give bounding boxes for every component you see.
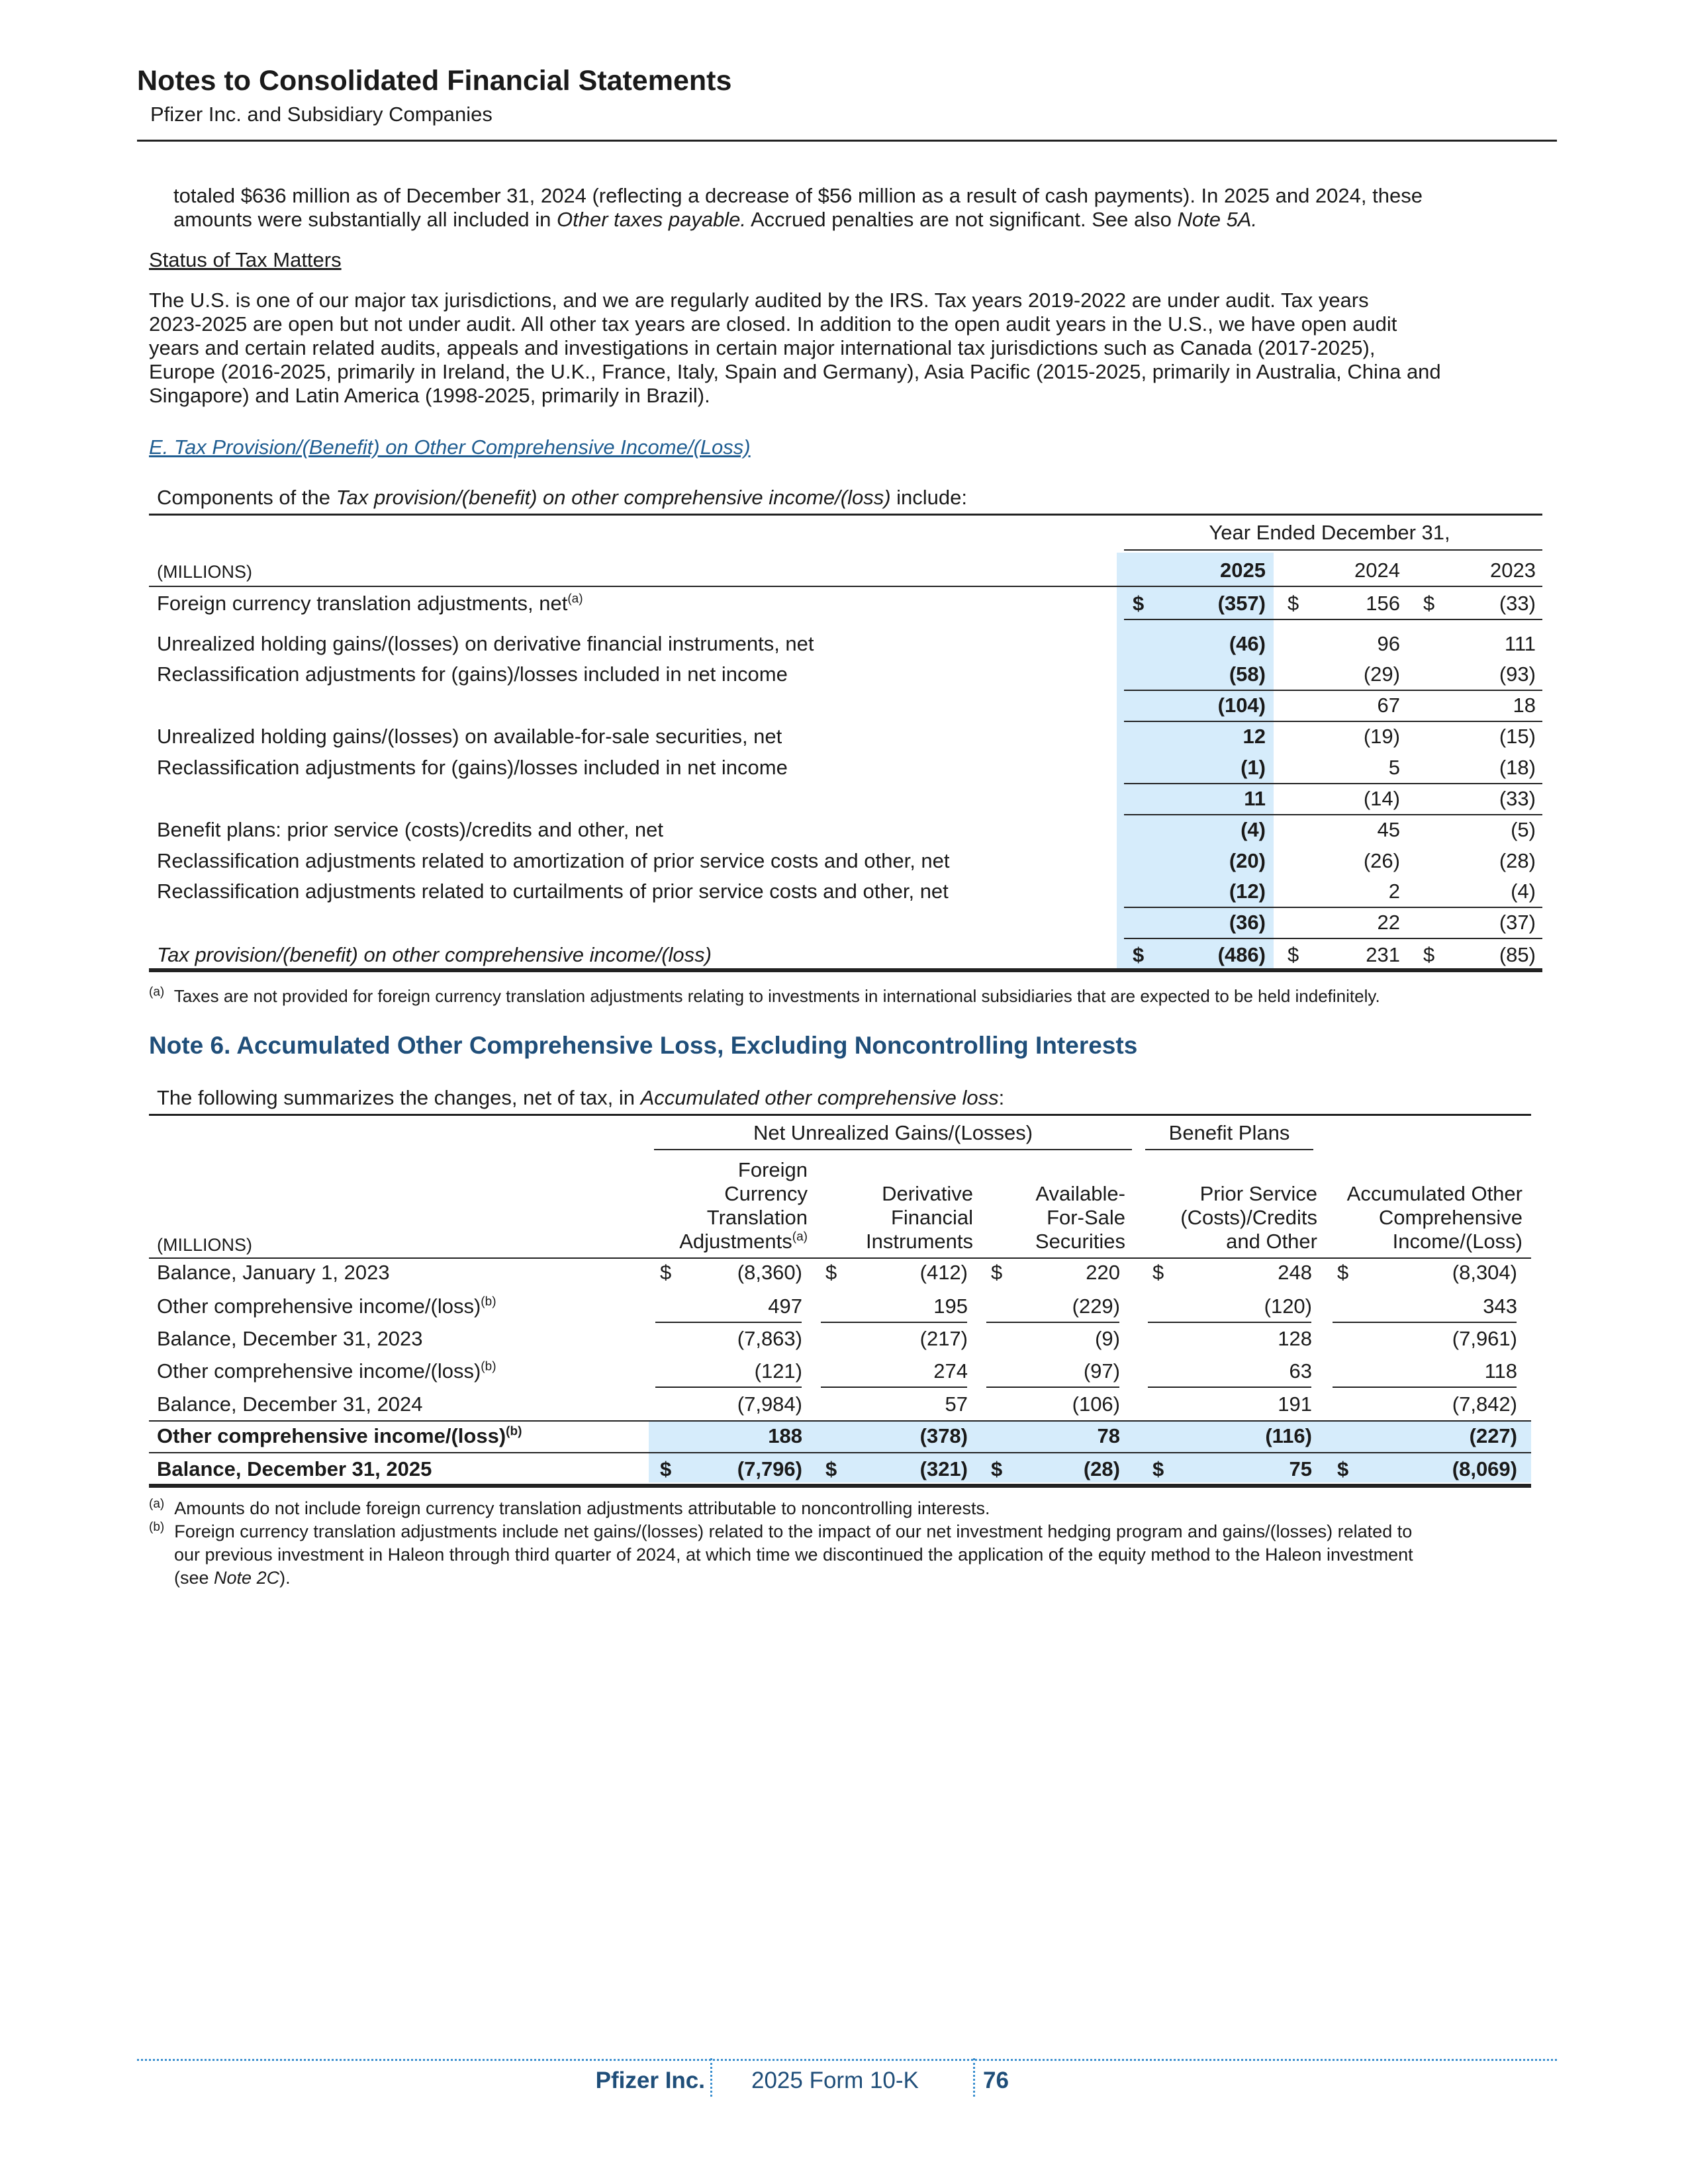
value-2023: (4) — [1511, 880, 1536, 903]
dollar-sign: $ — [1423, 943, 1435, 966]
table-cell-value: 75 — [1289, 1457, 1312, 1480]
footnote-text: ). — [279, 1568, 291, 1588]
col-header-line: Currency — [724, 1182, 808, 1205]
table-cell-value: 195 — [933, 1295, 968, 1318]
group-header-benefit: Benefit Plans — [1168, 1121, 1290, 1144]
footnote-text: Amounts do not include foreign currency translation adjustments attributable to noncontrolling interests. — [174, 1498, 990, 1518]
row-label: Reclassification adjustments for (gains)/losses included in net income — [157, 756, 788, 779]
table-cell-value: (8,304) — [1452, 1261, 1517, 1284]
period-header: Year Ended December 31, — [1209, 521, 1450, 544]
table-cell-value: 497 — [768, 1295, 802, 1318]
row-label-text: Other comprehensive income/(loss) — [157, 1424, 506, 1447]
table-cell-value: (7,796) — [737, 1457, 802, 1480]
table-cell-value: (7,984) — [737, 1392, 802, 1416]
subtotal-rule — [986, 1387, 1119, 1388]
col-header-line: Derivative — [882, 1182, 973, 1205]
dollar-sign: $ — [1152, 1261, 1164, 1284]
footnote-b-mark: (b) — [481, 1295, 496, 1309]
table-cell-value: (7,863) — [737, 1327, 802, 1350]
table-cell-value: (321) — [919, 1457, 968, 1480]
table-cell-value: (227) — [1469, 1424, 1517, 1447]
footnote-text: Taxes are not provided for foreign currency translation adjustments relating to investments in international subsidiaries that are expected to be held indefinitely. — [173, 986, 1380, 1006]
value-2025: (4) — [1241, 818, 1266, 841]
subtotal-2024: 67 — [1377, 694, 1400, 717]
row-label-text: Other comprehensive income/(loss) — [157, 1359, 481, 1383]
intro-italic-ref: Other taxes payable. — [556, 208, 747, 231]
table-cell-value: (378) — [919, 1424, 968, 1447]
table-cell-value: (28) — [1083, 1457, 1120, 1480]
table-cell-value: (412) — [919, 1261, 968, 1284]
dollar-sign: $ — [1133, 943, 1145, 966]
subtotal-2023: (37) — [1499, 911, 1536, 934]
dollar-sign: $ — [1133, 592, 1145, 615]
footnote-a — [149, 1497, 1413, 1520]
value-2023: (15) — [1499, 725, 1536, 748]
subtotal-rule — [986, 1322, 1119, 1323]
row-label — [157, 1424, 522, 1448]
table2-bottom-double-rule — [149, 1484, 1531, 1488]
table-cell-value: 78 — [1097, 1424, 1120, 1447]
footnote-a-mark: (a) — [567, 592, 583, 606]
section-e-link[interactable]: E. Tax Provision/(Benefit) on Other Comprehensive Income/(Loss) — [149, 435, 751, 459]
caption-italic: Tax provision/(benefit) on other comprehensive income/(loss) — [336, 486, 891, 509]
col-header-line: For-Sale — [1047, 1206, 1125, 1229]
row-label: Unrealized holding gains/(losses) on derivative financial instruments, net — [157, 632, 814, 655]
col-header-line: (Costs)/Credits — [1180, 1206, 1317, 1229]
value-2025: 12 — [1243, 725, 1266, 748]
value-2024: 156 — [1366, 592, 1400, 615]
status-paragraph — [149, 289, 1441, 408]
table1-header-rule — [149, 586, 1542, 587]
table-cell-value: (217) — [919, 1327, 968, 1350]
subtotal-rule — [1124, 907, 1542, 908]
status-line: The U.S. is one of our major tax jurisdictions, and we are regularly audited by the IRS. Tax years 2019-2022 are under audit. Tax years — [149, 289, 1369, 312]
footnote-text: Foreign currency translation adjustments include net gains/(losses) related to the impact of our net investment hedging program and gains/(losses) related to — [174, 1522, 1413, 1541]
col-header-line: Instruments — [866, 1230, 973, 1253]
value-2023: (33) — [1499, 592, 1536, 615]
dollar-sign: $ — [660, 1457, 672, 1480]
year-2023-header: 2023 — [1490, 559, 1536, 582]
footer-divider — [710, 2058, 712, 2097]
page-title: Notes to Consolidated Financial Statements — [137, 65, 732, 97]
col-header-line: Available- — [1035, 1182, 1125, 1205]
status-line: 2023-2025 are open but not under audit. All other tax years are closed. In addition to the open audit years in the U.S., we have open audit — [149, 312, 1397, 336]
col-header-line: Income/(Loss) — [1392, 1230, 1523, 1253]
footnote-b — [149, 1520, 1413, 1543]
row-label — [157, 1457, 432, 1481]
dollar-sign: $ — [991, 1457, 1003, 1480]
year-2024-header: 2024 — [1354, 559, 1400, 582]
footer-divider — [973, 2058, 975, 2097]
value-2025: (1) — [1241, 756, 1266, 779]
table-cell-value: 220 — [1086, 1261, 1120, 1284]
value-2023: (93) — [1499, 662, 1536, 686]
table2-top-rule — [149, 1114, 1531, 1116]
row-label — [157, 1359, 496, 1383]
row-label-text: Balance, January 1, 2023 — [157, 1261, 390, 1284]
dollar-sign: $ — [1423, 592, 1435, 615]
col-header-line: Adjustments — [679, 1230, 792, 1253]
table2-footnotes — [149, 1497, 1413, 1590]
value-2024: 45 — [1377, 818, 1400, 841]
footnote-mark: (b) — [149, 1520, 165, 1534]
page-subtitle: Pfizer Inc. and Subsidiary Companies — [150, 103, 492, 126]
col-header-line: Comprehensive — [1378, 1206, 1523, 1229]
value-2024: 96 — [1377, 632, 1400, 655]
total-2024: 231 — [1366, 943, 1400, 966]
dollar-sign: $ — [660, 1261, 672, 1284]
col-header-afs — [980, 1182, 1125, 1253]
row-label-text: Other comprehensive income/(loss) — [157, 1295, 481, 1318]
col-header-line: Translation — [706, 1206, 808, 1229]
row-label: Benefit plans: prior service (costs)/credits and other, net — [157, 818, 664, 841]
group-underline — [1145, 1149, 1313, 1150]
footnote-b-line — [149, 1567, 1413, 1590]
footnote-b-mark: (b) — [506, 1424, 522, 1439]
total-2025: (486) — [1217, 943, 1266, 966]
status-heading: Status of Tax Matters — [149, 248, 342, 271]
col-header-line: Accumulated Other — [1346, 1182, 1523, 1205]
subtotal-rule — [655, 1322, 802, 1323]
footer-page-number: 76 — [983, 2068, 1009, 2093]
row-rule — [149, 1420, 1531, 1422]
footnote-mark: (a) — [149, 985, 165, 999]
value-2023: 111 — [1504, 632, 1536, 655]
dollar-sign: $ — [1337, 1457, 1349, 1480]
footnote-b-mark: (b) — [481, 1359, 496, 1374]
subtotal-2024: 22 — [1377, 911, 1400, 934]
group-underline — [654, 1149, 1132, 1150]
table-cell-value: 118 — [1484, 1359, 1517, 1383]
value-2024: (26) — [1363, 849, 1400, 872]
intro-line-1: totaled $636 million as of December 31, 2024 (reflecting a decrease of $56 million as a result of cash payments). In 2025 and 2024, these — [173, 184, 1423, 207]
caption-italic: Accumulated other comprehensive loss — [640, 1086, 999, 1109]
row-label — [157, 1327, 423, 1351]
col-header-aoci — [1324, 1182, 1523, 1253]
col-header-line: Financial — [890, 1206, 973, 1229]
footer-form: 2025 Form 10-K — [751, 2068, 919, 2093]
total-2023: (85) — [1499, 943, 1536, 966]
caption-text: The following summarizes the changes, net of tax, in — [157, 1086, 641, 1109]
table2-header-rule — [149, 1257, 1531, 1259]
value-2025: (58) — [1229, 662, 1266, 686]
row-label — [157, 1392, 423, 1416]
table-cell-value: (7,842) — [1452, 1392, 1517, 1416]
intro-text: amounts were substantially all included in — [173, 208, 557, 231]
note6-heading: Note 6. Accumulated Other Comprehensive Loss, Excluding Noncontrolling Interests — [149, 1032, 1138, 1059]
table1-footnote — [149, 986, 1380, 1007]
value-2024: 2 — [1388, 880, 1400, 903]
col-header-line: and Other — [1226, 1230, 1317, 1253]
subtotal-rule — [1148, 1387, 1311, 1388]
col-header-line: Prior Service — [1199, 1182, 1317, 1205]
dollar-sign: $ — [825, 1261, 837, 1284]
table-cell-value: 57 — [945, 1392, 968, 1416]
value-2023: (5) — [1511, 818, 1536, 841]
table-cell-value: 188 — [768, 1424, 802, 1447]
table1-caption — [157, 486, 967, 510]
table-cell-value: (7,961) — [1452, 1327, 1517, 1350]
table-cell-value: (229) — [1072, 1295, 1120, 1318]
caption-text: Components of the — [157, 486, 336, 509]
value-2025: (357) — [1217, 592, 1266, 615]
subtotal-rule — [1124, 690, 1542, 691]
row-label-text: Foreign currency translation adjustments, net — [157, 592, 568, 615]
row-label: Reclassification adjustments related to curtailments of prior service costs and other, net — [157, 880, 949, 903]
footnote-mark: (a) — [149, 1497, 165, 1511]
value-2023: (18) — [1499, 756, 1536, 779]
subtotal-rule — [1333, 1387, 1517, 1388]
col-header-fcta — [649, 1158, 808, 1253]
subtotal-rule — [821, 1387, 967, 1388]
subtotal-rule — [1148, 1322, 1311, 1323]
table1-top-rule — [149, 514, 1542, 516]
header-rule — [137, 140, 1557, 142]
note-5a-ref: Note 5A. — [1177, 208, 1258, 231]
footnote-text: (see — [174, 1568, 214, 1588]
subtotal-2025: 11 — [1244, 787, 1266, 810]
footnote-b-line: our previous investment in Haleon through third quarter of 2024, at which time we discontinued the application of the equity method to the Haleon investment — [174, 1545, 1413, 1565]
col-header-prior-service — [1145, 1182, 1317, 1253]
table-cell-value: 191 — [1278, 1392, 1312, 1416]
subtotal-bottom-rule — [1124, 938, 1542, 939]
row-label — [157, 592, 583, 615]
intro-text-2: Accrued penalties are not significant. See also — [746, 208, 1178, 231]
col-header-line: Securities — [1035, 1230, 1125, 1253]
table-cell-value: (121) — [754, 1359, 802, 1383]
footnote-a-mark: (a) — [792, 1230, 808, 1244]
table-cell-value: 63 — [1289, 1359, 1312, 1383]
col-header-line: Foreign — [737, 1158, 808, 1181]
table1-bottom-double-rule — [149, 968, 1542, 972]
value-2024: (29) — [1363, 662, 1400, 686]
dollar-sign: $ — [1288, 592, 1299, 615]
status-line: Singapore) and Latin America (1998-2025, primarily in Brazil). — [149, 384, 710, 407]
footer-company: Pfizer Inc. — [595, 2068, 705, 2093]
subtotal-bottom-rule — [1124, 721, 1542, 722]
value-2025: (46) — [1229, 632, 1266, 655]
dollar-sign: $ — [1152, 1457, 1164, 1480]
subtotal-rule — [821, 1322, 967, 1323]
group-header-unrealized: Net Unrealized Gains/(Losses) — [753, 1121, 1033, 1144]
intro-line-2 — [173, 208, 1257, 232]
value-2025: (20) — [1229, 849, 1266, 872]
table-cell-value: (120) — [1264, 1295, 1312, 1318]
status-line: years and certain related audits, appeals and investigations in certain major international tax jurisdictions such as Canada (2017-2025), — [149, 336, 1376, 359]
caption-text-end: include: — [890, 486, 967, 509]
value-2024: 5 — [1388, 756, 1400, 779]
row-label-text: Balance, December 31, 2025 — [157, 1457, 432, 1480]
units-label: (MILLIONS) — [157, 1235, 253, 1255]
row-label — [157, 1261, 390, 1285]
row-label: Reclassification adjustments for (gains)/losses included in net income — [157, 662, 788, 686]
table-cell-value: 128 — [1278, 1327, 1312, 1350]
dollar-sign: $ — [825, 1457, 837, 1480]
row-label-text: Balance, December 31, 2024 — [157, 1392, 423, 1416]
row-label: Unrealized holding gains/(losses) on available-for-sale securities, net — [157, 725, 782, 748]
table-cell-value: (9) — [1095, 1327, 1120, 1350]
table-cell-value: (97) — [1083, 1359, 1120, 1383]
subtotal-2025: (104) — [1217, 694, 1266, 717]
value-2025: (12) — [1229, 880, 1266, 903]
subtotal-2025: (36) — [1229, 911, 1266, 934]
status-line: Europe (2016-2025, primarily in Ireland, the U.K., France, Italy, Spain and Germany), Asia Pacific (2015-2025, primarily in Australia, China and — [149, 360, 1441, 383]
dollar-sign: $ — [991, 1261, 1003, 1284]
period-underline — [1124, 549, 1542, 551]
subtotal-rule — [1124, 783, 1542, 784]
row-rule — [1124, 619, 1542, 620]
subtotal-bottom-rule — [1124, 814, 1542, 815]
subtotal-2023: (33) — [1499, 787, 1536, 810]
row-label-text: Balance, December 31, 2023 — [157, 1327, 423, 1350]
subtotal-2024: (14) — [1363, 787, 1400, 810]
footer-rule — [137, 2059, 1557, 2061]
row-rule — [149, 1452, 1531, 1453]
units-label: (MILLIONS) — [157, 562, 253, 582]
subtotal-2023: 18 — [1513, 694, 1536, 717]
table2-caption — [157, 1086, 1004, 1110]
table-cell-value: (116) — [1265, 1424, 1312, 1447]
row-label: Reclassification adjustments related to amortization of prior service costs and other, net — [157, 849, 950, 872]
row-label — [157, 1295, 496, 1318]
note-2c-ref: Note 2C — [214, 1568, 280, 1588]
table-cell-value: (8,360) — [737, 1261, 802, 1284]
table-cell-value: 248 — [1278, 1261, 1312, 1284]
table-cell-value: (8,069) — [1452, 1457, 1517, 1480]
table-cell-value: 343 — [1483, 1295, 1517, 1318]
table-cell-value: (106) — [1072, 1392, 1120, 1416]
subtotal-rule — [1333, 1322, 1517, 1323]
dollar-sign: $ — [1288, 943, 1299, 966]
total-label: Tax provision/(benefit) on other comprehensive income/(loss) — [157, 943, 712, 966]
col-header-derivative — [814, 1182, 973, 1253]
value-2023: (28) — [1499, 849, 1536, 872]
year-2025-header: 2025 — [1220, 559, 1266, 582]
dollar-sign: $ — [1337, 1261, 1349, 1284]
value-2024: (19) — [1363, 725, 1400, 748]
caption-text-end: : — [998, 1086, 1005, 1109]
subtotal-rule — [655, 1387, 802, 1388]
table-cell-value: 274 — [933, 1359, 968, 1383]
